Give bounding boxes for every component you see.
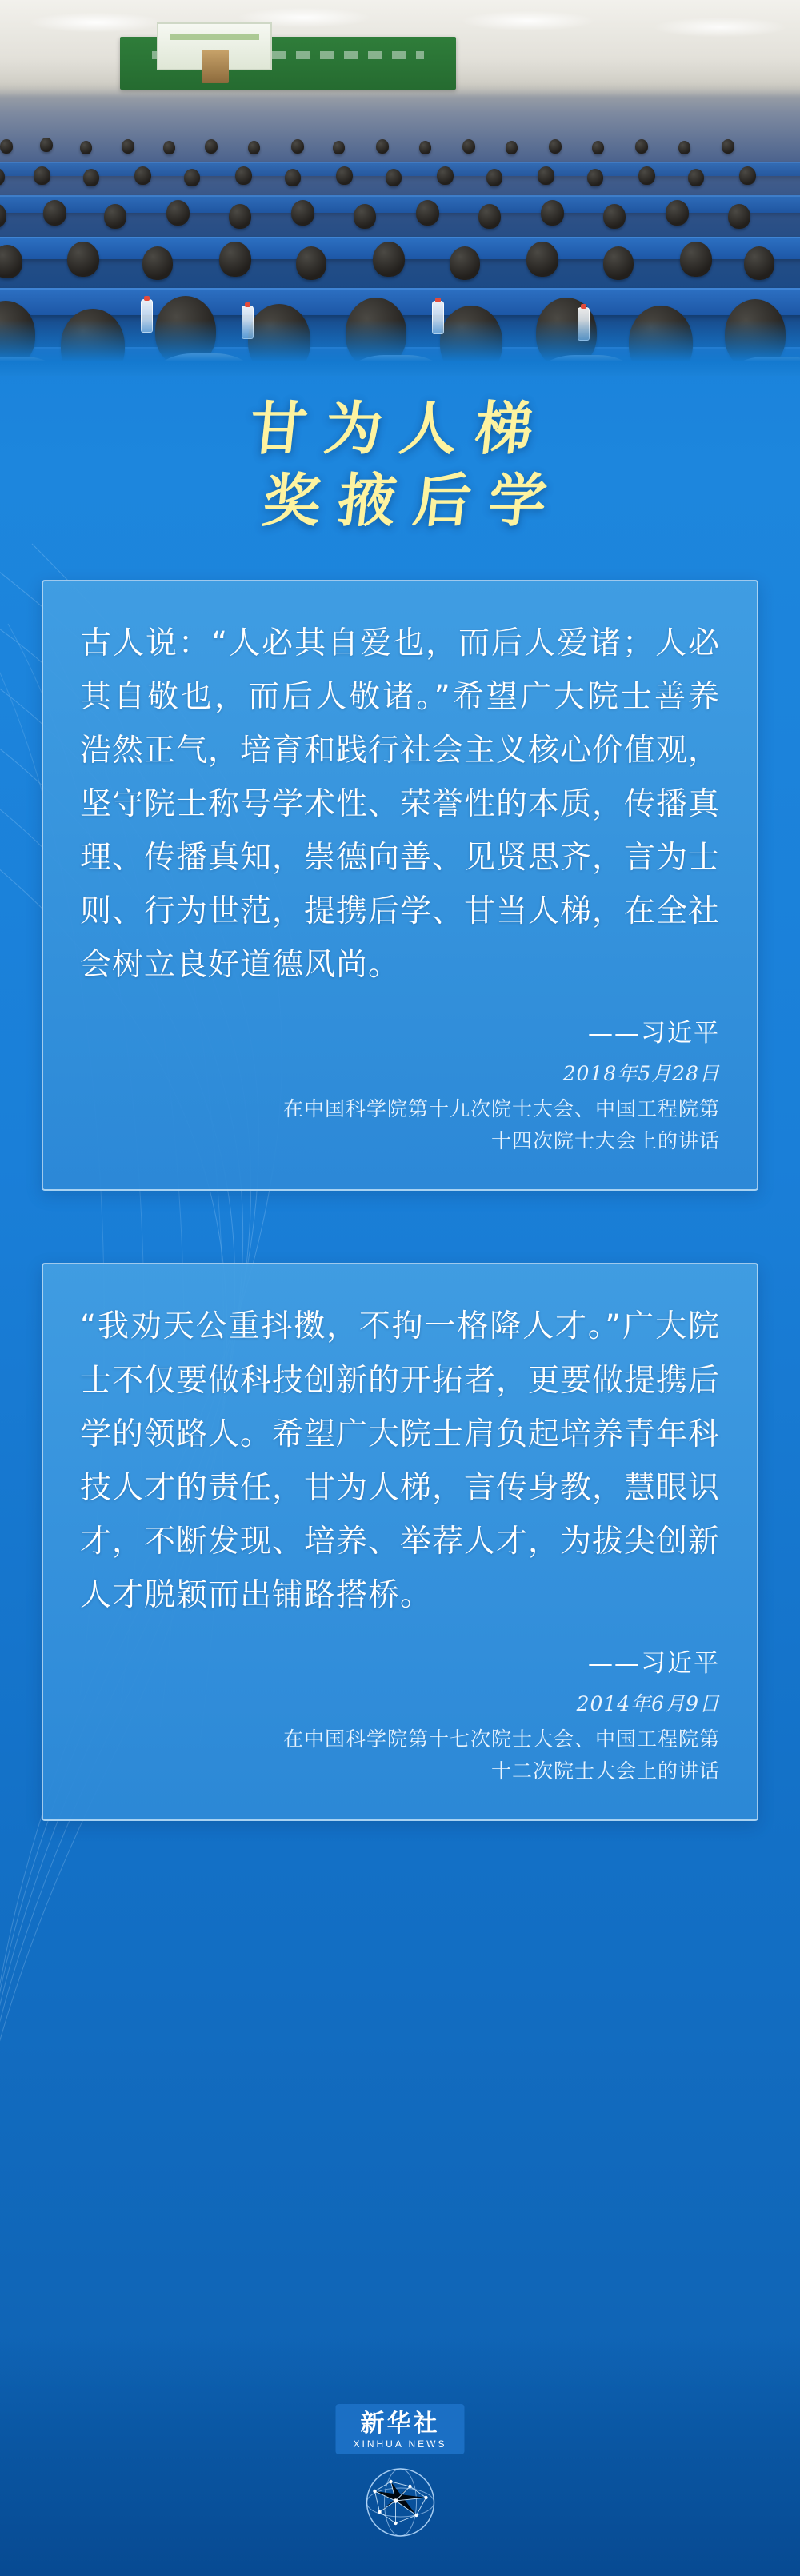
poster-title [0,390,800,540]
quote-text: 古人说：“人必其自爱也，而后人爱诸；人必其自敬也，而后人敬诸。”希望广大院士善养浩然正气，培育和践行社会主义核心价值观，坚守院士称号学术性、荣誉性的本质，传播真理、传播真知，崇德向善、见贤思齐，言为士则、行为世范，提携后学、甘当人梯，在全社会树立良好道德风尚。 [80,625,721,984]
quote-text: “我劝天公重抖擞，不拘一格降人才。”广大院士不仅要做科技创新的开拓者，更要做提携后学的领路人。希望广大院士肩负起培养青年科技人才的责任，甘为人梯，言传身教，慧眼识才，不断发现、培养、举荐人才，为拔尖创新人才脱颖而出铺路搭桥。 [80,1308,721,1613]
quote-attribution: ——习近平 [588,1648,720,1678]
quote-date: 2018年5月28日 [562,1062,720,1086]
globe-network-icon [363,2466,437,2539]
logo-english-name: XINHUA NEWS [353,2438,447,2450]
quote-attribution: ——习近平 [588,1019,720,1048]
footer [0,2336,800,2576]
header-photo [0,0,800,376]
photo-fade [0,320,800,376]
quote-source-line-2: 十二次院士大会上的讲话 [490,1759,720,1783]
quote-source [80,1093,720,1157]
xinhua-logo [335,2404,464,2539]
quote-source-line-1: 在中国科学院第十七次院士大会、中国工程院第 [282,1727,720,1751]
logo-chinese-name: 新华社 [360,2410,440,2438]
quote-card-2 [42,1263,758,1820]
quote-source-line-1: 在中国科学院第十九次院士大会、中国工程院第 [282,1097,720,1121]
quote-card-1 [42,580,758,1192]
quote-source-line-2: 十四次院士大会上的讲话 [490,1129,720,1153]
quote-date: 2014年6月9日 [576,1691,720,1715]
title-line-2: 奖掖后学 [259,466,568,535]
title-line-1: 甘为人梯 [246,394,554,462]
quote-source [80,1723,720,1787]
logo-badge [335,2404,464,2454]
